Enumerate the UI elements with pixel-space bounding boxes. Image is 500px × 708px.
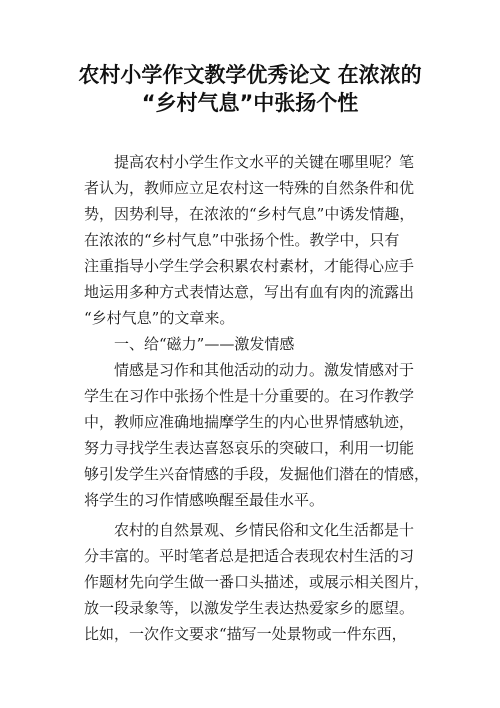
body-line: 提高农村小学生作文水平的关键在哪里呢？笔: [114, 153, 415, 171]
body-line: 将学生的习作情感唤醒至最佳水平。: [84, 491, 325, 509]
section-heading: 一、给“磁力”——激发情感: [114, 335, 295, 353]
body-line: 在浓浓的“乡村气息”中张扬个性。教学中，只有: [84, 231, 400, 249]
body-line: 分丰富的。平时笔者总是把适合表现农村生活的习: [84, 547, 415, 565]
body-line: “乡村气息”的文章来。: [84, 309, 235, 327]
body-line: 者认为，教师应立足农村这一特殊的自然条件和优: [84, 179, 415, 197]
body-line: 情感是习作和其他活动的动力。激发情感对于: [114, 361, 415, 379]
body-line: 中，教师应准确地揣摩学生的内心世界情感轨迹，: [84, 413, 415, 431]
title-line-2: “乡村气息”中张扬个性: [141, 91, 359, 115]
body-line: 地运用多种方式表情达意，写出有血有肉的流露出: [84, 283, 415, 301]
body-line: 放一段录象等，以激发学生表达热爱家乡的愿望。: [84, 599, 415, 617]
body-line: 势，因势利导，在浓浓的“乡村气息”中诱发情趣，: [84, 205, 415, 223]
body-line: 作题材先向学生做一番口头描述，或展示相关图片，: [84, 573, 430, 591]
body-line: 农村的自然景观、乡情民俗和文化生活都是十: [114, 521, 415, 539]
body-line: 努力寻找学生表达喜怒哀乐的突破口，利用一切能: [84, 439, 415, 457]
body-line: 够引发学生兴奋情感的手段，发掘他们潜在的情感，: [84, 465, 430, 483]
title-line-1: 农村小学作文教学优秀论文 在浓浓的: [78, 63, 422, 87]
body-line: 比如，一次作文要求“描写一处景物或一件东西，: [84, 625, 407, 643]
body-line: 学生在习作中张扬个性是十分重要的。在习作教学: [84, 387, 415, 405]
body-line: 注重指导小学生学会积累农村素材，才能得心应手: [84, 257, 415, 275]
